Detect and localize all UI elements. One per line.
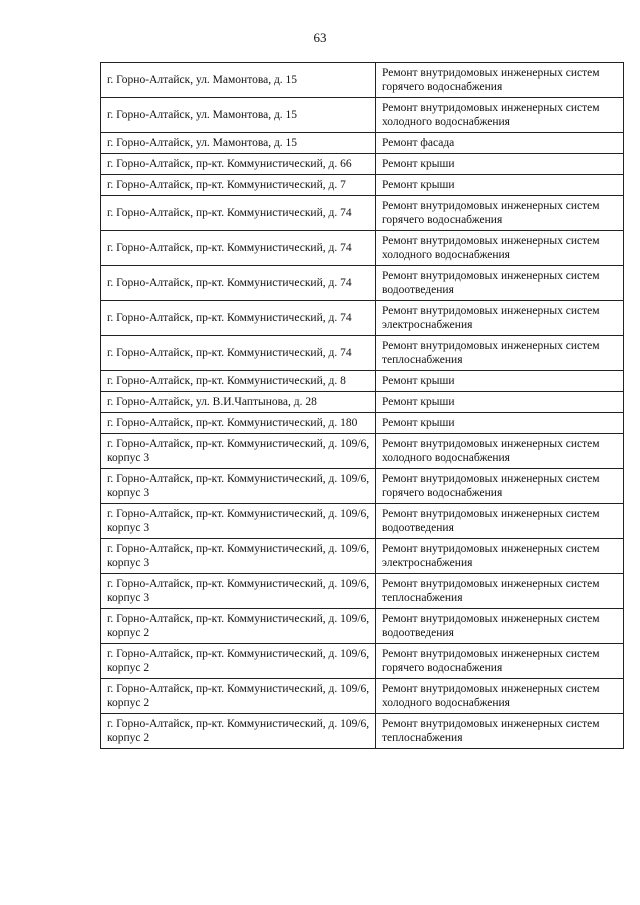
table-row [101,392,624,413]
address-cell: г. Горно-Алтайск, ул. В.И.Чаптынова, д. 28 [101,392,376,413]
address-cell: г. Горно-Алтайск, пр-кт. Коммунистический, д. 74 [101,196,376,231]
table-row [101,231,624,266]
table-row [101,63,624,98]
address-cell: г. Горно-Алтайск, пр-кт. Коммунистический, д. 109/6, корпус 2 [101,609,376,644]
address-cell: г. Горно-Алтайск, пр-кт. Коммунистический, д. 109/6, корпус 2 [101,679,376,714]
work-type-cell: Ремонт внутридомовых инженерных систем электроснабжения [376,301,624,336]
address-cell: г. Горно-Алтайск, ул. Мамонтова, д. 15 [101,133,376,154]
address-cell: г. Горно-Алтайск, пр-кт. Коммунистический, д. 109/6, корпус 3 [101,434,376,469]
address-cell: г. Горно-Алтайск, ул. Мамонтова, д. 15 [101,98,376,133]
work-type-cell: Ремонт внутридомовых инженерных систем холодного водоснабжения [376,434,624,469]
table-row [101,175,624,196]
table-row [101,98,624,133]
address-cell: г. Горно-Алтайск, пр-кт. Коммунистический, д. 109/6, корпус 3 [101,469,376,504]
table-row [101,266,624,301]
table-row [101,301,624,336]
address-cell: г. Горно-Алтайск, ул. Мамонтова, д. 15 [101,63,376,98]
table-row [101,469,624,504]
work-type-cell: Ремонт фасада [376,133,624,154]
work-type-cell: Ремонт внутридомовых инженерных систем теплоснабжения [376,714,624,749]
work-type-cell: Ремонт внутридомовых инженерных систем теплоснабжения [376,336,624,371]
work-type-cell: Ремонт внутридомовых инженерных систем теплоснабжения [376,574,624,609]
work-type-cell: Ремонт крыши [376,413,624,434]
table-row [101,609,624,644]
work-type-cell: Ремонт внутридомовых инженерных систем водоотведения [376,504,624,539]
address-cell: г. Горно-Алтайск, пр-кт. Коммунистический, д. 109/6, корпус 3 [101,574,376,609]
address-cell: г. Горно-Алтайск, пр-кт. Коммунистический, д. 74 [101,336,376,371]
work-type-cell: Ремонт внутридомовых инженерных систем холодного водоснабжения [376,231,624,266]
address-cell: г. Горно-Алтайск, пр-кт. Коммунистический, д. 74 [101,231,376,266]
address-cell: г. Горно-Алтайск, пр-кт. Коммунистический, д. 74 [101,266,376,301]
table-row [101,413,624,434]
table-row [101,714,624,749]
work-type-cell: Ремонт крыши [376,392,624,413]
work-type-cell: Ремонт внутридомовых инженерных систем холодного водоснабжения [376,679,624,714]
table-row [101,371,624,392]
address-cell: г. Горно-Алтайск, пр-кт. Коммунистический, д. 109/6, корпус 2 [101,714,376,749]
works-table [100,62,624,749]
work-type-cell: Ремонт крыши [376,371,624,392]
work-type-cell: Ремонт внутридомовых инженерных систем водоотведения [376,266,624,301]
table-row [101,434,624,469]
work-type-cell: Ремонт внутридомовых инженерных систем электроснабжения [376,539,624,574]
address-cell: г. Горно-Алтайск, пр-кт. Коммунистический, д. 109/6, корпус 3 [101,504,376,539]
work-type-cell: Ремонт внутридомовых инженерных систем горячего водоснабжения [376,196,624,231]
work-type-cell: Ремонт крыши [376,154,624,175]
table-row [101,679,624,714]
table-row [101,574,624,609]
table-row [101,154,624,175]
address-cell: г. Горно-Алтайск, пр-кт. Коммунистический, д. 8 [101,371,376,392]
table-row [101,336,624,371]
address-cell: г. Горно-Алтайск, пр-кт. Коммунистический, д. 109/6, корпус 3 [101,539,376,574]
address-cell: г. Горно-Алтайск, пр-кт. Коммунистический, д. 7 [101,175,376,196]
address-cell: г. Горно-Алтайск, пр-кт. Коммунистический, д. 66 [101,154,376,175]
work-type-cell: Ремонт крыши [376,175,624,196]
work-type-cell: Ремонт внутридомовых инженерных систем горячего водоснабжения [376,63,624,98]
work-type-cell: Ремонт внутридомовых инженерных систем горячего водоснабжения [376,469,624,504]
table-row [101,504,624,539]
work-type-cell: Ремонт внутридомовых инженерных систем водоотведения [376,609,624,644]
table-body [101,63,624,749]
work-type-cell: Ремонт внутридомовых инженерных систем холодного водоснабжения [376,98,624,133]
table-row [101,196,624,231]
work-type-cell: Ремонт внутридомовых инженерных систем горячего водоснабжения [376,644,624,679]
table-row [101,539,624,574]
page-number: 63 [313,30,327,45]
address-cell: г. Горно-Алтайск, пр-кт. Коммунистический, д. 109/6, корпус 2 [101,644,376,679]
table-row [101,133,624,154]
address-cell: г. Горно-Алтайск, пр-кт. Коммунистический, д. 180 [101,413,376,434]
address-cell: г. Горно-Алтайск, пр-кт. Коммунистический, д. 74 [101,301,376,336]
table-row [101,644,624,679]
